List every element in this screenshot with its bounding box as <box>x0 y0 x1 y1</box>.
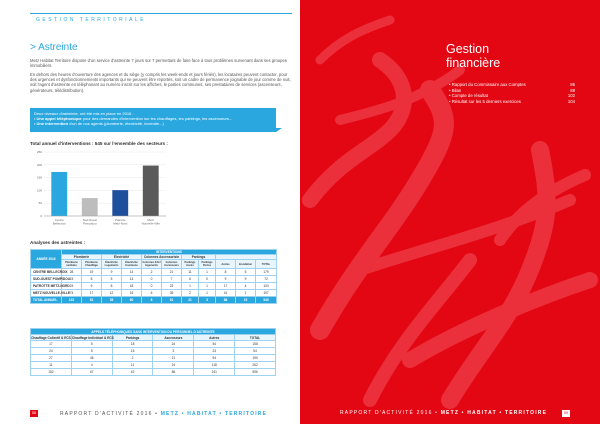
table-cell: 7 <box>162 276 182 283</box>
column-header: Chauffage Individuel & ECS <box>71 335 114 340</box>
column-header: Colonnes EAU logements <box>142 261 161 267</box>
table-cell: 596 <box>235 369 276 376</box>
table-cell: 2 <box>182 290 199 297</box>
table-cell: 9 <box>236 276 256 283</box>
row-label: CENTRE BELLECROIX <box>31 269 62 276</box>
toc-item[interactable]: • Bilan 88 <box>449 87 575 93</box>
x-tick-label: Centre <box>54 218 64 222</box>
table-cell: 24 <box>153 341 194 348</box>
x-tick-label: Patrotte <box>114 218 126 222</box>
group-header: Parkings <box>182 255 216 260</box>
table-cell: 1 <box>199 290 216 297</box>
table-cell: 13 <box>122 276 142 283</box>
table-cell: 51 <box>82 297 102 304</box>
table-cell: 179 <box>256 269 277 276</box>
table-cell: 3 <box>199 297 216 304</box>
table-cell: 17 <box>216 283 236 290</box>
table-cell: 5 <box>71 341 112 348</box>
table-row <box>31 369 276 376</box>
table-title: Analyses des astreintes : <box>30 240 86 245</box>
column-header: Autres <box>194 335 235 341</box>
table-cell: 8 <box>142 297 162 304</box>
table-cell: 241 <box>194 369 235 376</box>
table-cell: 1 <box>236 290 256 297</box>
info-box-corner <box>276 128 282 132</box>
table-cell: 11 <box>112 362 153 369</box>
table-cell: 88 <box>216 297 236 304</box>
table-cell: 28 <box>62 269 82 276</box>
table-cell: 15 <box>112 348 153 355</box>
table-cell: 27 <box>31 355 72 362</box>
table-cell: 67 <box>71 369 112 376</box>
table-cell: 2 <box>142 269 162 276</box>
row-label: SUD-OUEST POMPIDOU <box>31 276 62 283</box>
table-cell: 21 <box>153 355 194 362</box>
footer-text: RAPPORT D'ACTIVITÉ 2016 • METZ • HABITAT • TERRITOIRE <box>60 411 268 417</box>
table-cell: 545 <box>256 297 277 304</box>
table-cell: 6 <box>182 276 199 283</box>
row-label: METZ NOUVELLE-VILLE <box>31 290 62 297</box>
table-cell: 11 <box>31 362 72 369</box>
table-cell: 23 <box>162 283 182 290</box>
toc-item[interactable]: • Compte de résultat 102 <box>449 93 575 99</box>
table-cell: 41 <box>216 290 236 297</box>
y-tick-label: 250 <box>36 150 42 154</box>
table-cell: 6 <box>142 290 162 297</box>
x-tick-label: Sud-Ouest <box>82 218 97 222</box>
table-cell: 0 <box>142 276 162 283</box>
table-row <box>31 341 276 348</box>
x-tick-label: Bellecroix <box>52 221 66 226</box>
table1-banner: INTERVENTIONS <box>62 250 277 255</box>
page-number: 58 <box>30 410 38 417</box>
group-header: Électricité <box>102 255 142 260</box>
column-header: TOTAL <box>235 335 276 341</box>
group-header: Plomberie <box>62 255 102 260</box>
table-cell: 143 <box>62 297 82 304</box>
table-cell: 5 <box>102 276 122 283</box>
page-number: 59 <box>562 410 570 417</box>
bar <box>112 190 128 216</box>
table-cell: 2 <box>112 355 153 362</box>
table-row <box>31 362 276 369</box>
column-header: Électricité Logements <box>102 260 122 269</box>
table-cell: 0 <box>199 276 216 283</box>
info-box <box>30 108 276 132</box>
table-cell: 18 <box>112 341 153 348</box>
table-cell: 86 <box>153 369 194 376</box>
table-cell: 42 <box>112 369 153 376</box>
table-cell: 9 <box>216 276 236 283</box>
table-row <box>31 283 277 290</box>
x-tick-label: Pompidou <box>82 221 97 226</box>
table-cell: 14 <box>122 269 142 276</box>
table-cell: 8 <box>102 283 122 290</box>
table-cell: 3 <box>153 348 194 355</box>
bar <box>51 172 67 216</box>
x-tick-label: Metz-Nord <box>113 221 128 226</box>
y-tick-label: 200 <box>36 162 42 167</box>
table-cell: 118 <box>194 362 235 369</box>
column-header: Électricité Communs <box>122 260 142 269</box>
table-row <box>31 276 277 283</box>
column-header: Ascenseurs <box>153 335 194 341</box>
column-header: Plomberie Chauffage <box>82 260 102 269</box>
table-cell: 190 <box>235 355 276 362</box>
column-header: Parkings Portes <box>199 260 216 269</box>
table-cell: 152 <box>31 369 72 376</box>
total-row <box>31 297 277 304</box>
interventions-bar-chart <box>30 148 170 236</box>
table-cell: 12 <box>102 290 122 297</box>
table-of-contents <box>449 82 575 104</box>
table-cell: 23 <box>194 348 235 355</box>
chart-title: Total annuel d'interventions : 545 sur l'ensemble des secteurs : <box>30 141 168 146</box>
table-cell: 54 <box>194 341 235 348</box>
toc-item[interactable]: • Rapport du Commissaire aux Comptes 86 <box>449 82 575 87</box>
info-box-line: • Une intervention d'un de nos agents (plomberie, électricité, incendie...) <box>34 121 164 127</box>
table-cell: 17 <box>31 341 72 348</box>
year-header: ANNÉE 2016 <box>31 250 62 269</box>
table-cell: 74 <box>62 290 82 297</box>
column-header: TOTAL <box>256 260 277 269</box>
y-tick-label: 50 <box>38 201 42 206</box>
table-cell: 24 <box>153 362 194 369</box>
y-tick-label: 100 <box>36 188 42 193</box>
x-tick-label: Nouvelle-Ville <box>141 221 160 226</box>
column-header: Autres <box>216 260 236 269</box>
table-cell: 158 <box>235 341 276 348</box>
table-cell: 0 <box>142 283 162 290</box>
bar <box>143 166 159 216</box>
table-row <box>31 290 277 297</box>
section-title: > Astreinte <box>30 42 78 53</box>
column-header: Plomberie sanitaire <box>62 260 82 269</box>
section-header: GESTION TERRITORIALE <box>36 17 147 23</box>
table-cell: 24 <box>31 348 72 355</box>
group-header: Colonnes Ascensoriste <box>142 255 182 260</box>
table-cell: 4 <box>236 283 256 290</box>
table-cell: 262 <box>235 362 276 369</box>
table-cell: 17 <box>82 290 102 297</box>
row-label: PATROTTE METZ-NORD <box>31 283 62 290</box>
table-cell: 9 <box>102 269 122 276</box>
intro-paragraph: Metz Habitat Territoire dispose d'un service d'astreinte 7 jours sur 7 permettant de faire face à tous problèmes survenant dans ses groupes immobiliers. <box>30 58 287 69</box>
table2-banner: APPELS TÉLÉPHONIQUES SANS INTERVENTION DU PERSONNEL D'ASTREINTE <box>31 329 276 335</box>
column-header: Inondation <box>236 260 256 269</box>
table-cell: 1 <box>199 269 216 276</box>
table-cell: 60 <box>122 297 142 304</box>
table-cell: 46 <box>71 355 112 362</box>
interventions-table <box>30 249 277 304</box>
toc-item[interactable]: • Résultat sur les 5 derniers exercices 104 <box>449 98 575 104</box>
table-cell: 19 <box>236 297 256 304</box>
table-cell: 19 <box>82 269 102 276</box>
table-cell: 11 <box>182 269 199 276</box>
chapter-title: Gestion financière <box>446 42 501 70</box>
table-cell: 5 <box>236 269 256 276</box>
table-cell: 94 <box>194 355 235 362</box>
info-box-line: • Une appel téléphonique pour des demandes d'intervention sur les chauffages, les parkings, les ascenseurs... <box>34 116 233 122</box>
right-page <box>300 0 600 424</box>
detail-paragraph: En dehors des heures d'ouverture des agences et du siège (y compris les week-ends et jours fériés), les locataires peuvent contacter, pour des urgences et dysfonctionnements importants qui ne peuvent être reportés, soit un cadre de permanence joignable de jour comme de nuit, soit l'agent d'astreinte en téléphonant au numéro inscrit sur les affiches, le parties communes, ses prestataires de services (ascenseurs, générateurs, télédistribution). <box>30 72 291 93</box>
table-cell: 21 <box>182 297 199 304</box>
table-cell: 35 <box>162 290 182 297</box>
table-cell: 103 <box>256 283 277 290</box>
table-cell: 21 <box>162 269 182 276</box>
table-cell: 8 <box>82 276 102 283</box>
table-row <box>31 269 277 276</box>
table-row <box>31 348 276 355</box>
column-header: Parkings <box>112 335 153 341</box>
table-cell: 72 <box>256 276 277 283</box>
y-tick-label: 0 <box>40 214 42 218</box>
table-cell: 23 <box>62 283 82 290</box>
info-box-line: Deux niveaux d'astreinte, ont été mis en place en 2016 : <box>34 111 134 116</box>
table-cell: 15 <box>122 290 142 297</box>
header-rule <box>30 13 292 14</box>
column-header: Parkings Accès <box>182 260 199 269</box>
x-tick-label: Metz <box>147 218 155 222</box>
calls-table <box>30 328 276 376</box>
table-cell: 54 <box>235 348 276 355</box>
table-cell: 1 <box>199 283 216 290</box>
table-cell: 15 <box>62 276 82 283</box>
table-cell: 9 <box>82 283 102 290</box>
footer-text: RAPPORT D'ACTIVITÉ 2016 • METZ • HABITAT • TERRITOIRE <box>340 410 548 416</box>
table-cell: 91 <box>162 297 182 304</box>
row-label: TOTAL ANNUEL <box>31 297 62 304</box>
table-cell: 1 <box>182 283 199 290</box>
table-cell: 5 <box>71 348 112 355</box>
bar <box>82 198 98 216</box>
table-cell: 18 <box>122 283 142 290</box>
table-row <box>31 355 276 362</box>
table-cell: 39 <box>102 297 122 304</box>
column-header: Colonnes Ascenseurs <box>162 260 182 269</box>
table-cell: 4 <box>71 362 112 369</box>
y-tick-label: 150 <box>36 175 42 180</box>
table-cell: 8 <box>216 269 236 276</box>
table-cell: 197 <box>256 290 277 297</box>
column-header: Chauffage Collectif & ECS <box>31 335 71 340</box>
